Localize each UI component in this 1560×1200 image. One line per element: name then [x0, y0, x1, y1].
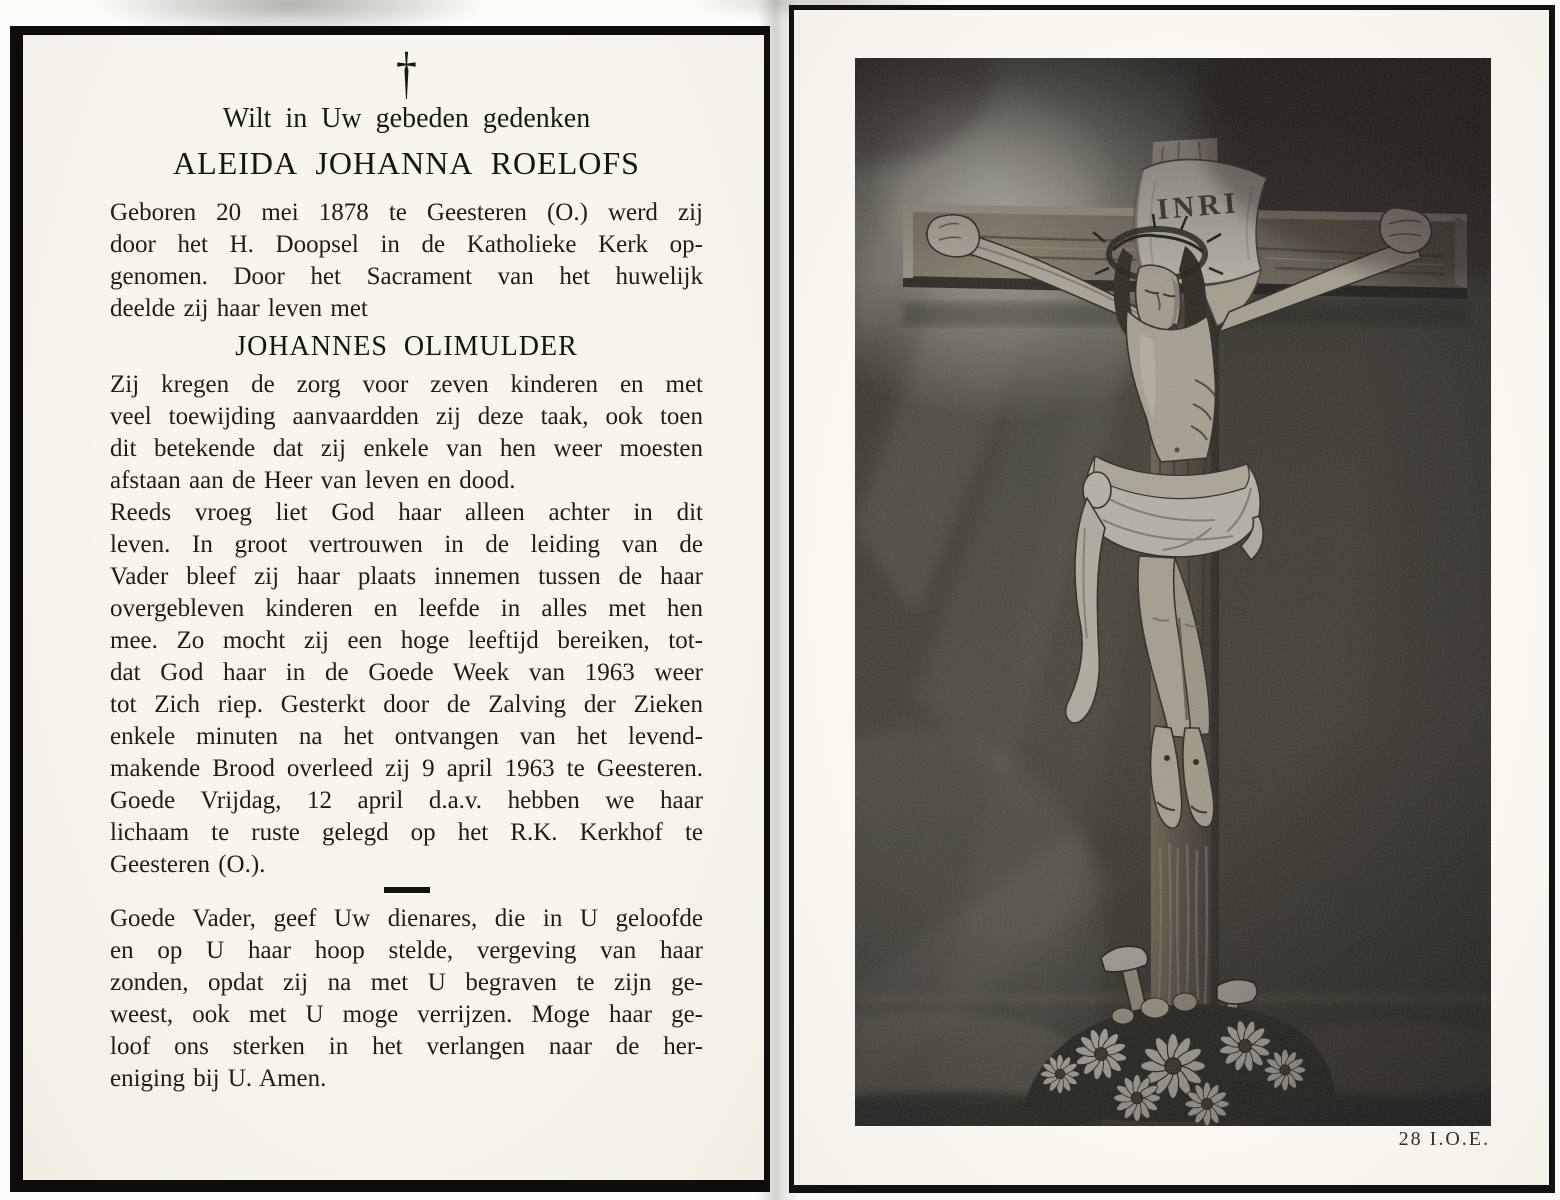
text-line: overgebleven kinderen en leefde in alles met hen: [110, 595, 703, 622]
intro-line: Wilt in Uw gebeden gedenken: [222, 103, 591, 134]
text-line: dat God haar in de Goede Week van 1963 weer: [110, 659, 703, 686]
text-line: lichaam te ruste gelegd op het R.K. Kerkhof te: [110, 819, 703, 846]
text-line: en op U haar hoop stelde, vergeving van haar: [110, 937, 703, 964]
life-paragraph: [110, 497, 703, 881]
text-line: Goede Vrijdag, 12 april d.a.v. hebben we haar: [110, 787, 703, 814]
text-line: eniging bij U. Amen.: [110, 1065, 327, 1092]
text-line: door het H. Doopsel in de Katholieke Kerk op-: [110, 231, 703, 258]
text-line: Vader bleef zij haar plaats innemen tussen de haar: [110, 563, 703, 590]
text-line: loof ons sterken in het verlangen naar de her-: [110, 1033, 703, 1060]
text-line: leven. In groot vertrouwen in de leiding van de: [110, 531, 703, 558]
family-paragraph: [110, 369, 703, 497]
text-line: genomen. Door het Sacrament van het huwelijk: [110, 263, 703, 290]
text-line: zonden, opdat zij na met U begraven te zijn ge-: [110, 969, 703, 996]
text-line: weest, ook met U moge verrijzen. Moge haar ge-: [110, 1001, 703, 1028]
birth-paragraph: [110, 197, 703, 325]
printer-mark: 28 I.O.E.: [1398, 1128, 1490, 1150]
prayer-paragraph: [110, 903, 703, 1095]
text-line: tot Zich riep. Gesterkt door de Zalving der Zieken: [110, 691, 703, 718]
text-line: deelde zij haar leven met: [110, 295, 368, 322]
text-line: makende Brood overleed zij 9 april 1963 te Geesteren.: [110, 755, 703, 782]
text-line: Zij kregen de zorg voor zeven kinderen en met: [110, 371, 703, 398]
deceased-name: ALEIDA JOHANNA ROELOFS: [173, 145, 640, 181]
text-line: Goede Vader, geef Uw dienares, die in U geloofde: [110, 905, 703, 932]
section-divider: [384, 887, 430, 893]
text-line: dit betekende dat zij enkele van hen weer moesten: [110, 435, 703, 462]
memorial-text-content: [110, 35, 703, 1095]
text-line: afstaan aan de Heer van leven en dood.: [110, 467, 516, 494]
text-line: enkele minuten na het ontvangen van het levend-: [110, 723, 703, 750]
text-line: Geboren 20 mei 1878 te Geesteren (O.) werd zij: [110, 199, 703, 226]
cross-icon: †: [396, 40, 417, 105]
crucifixion-engraving: [855, 58, 1491, 1126]
text-line: veel toewijding aanvaardden zij deze taak, ook toen: [110, 403, 703, 430]
text-line: Geesteren (O.).: [110, 851, 266, 878]
memorial-text-page: [10, 26, 770, 1192]
text-line: mee. Zo mocht zij een hoge leeftijd bereiken, tot-: [110, 627, 703, 654]
spouse-name: JOHANNES OLIMULDER: [235, 331, 578, 362]
text-line: Reeds vroeg liet God haar alleen achter in dit: [110, 499, 703, 526]
film-grain: [855, 58, 1491, 1126]
illustration-page: [789, 5, 1555, 1193]
